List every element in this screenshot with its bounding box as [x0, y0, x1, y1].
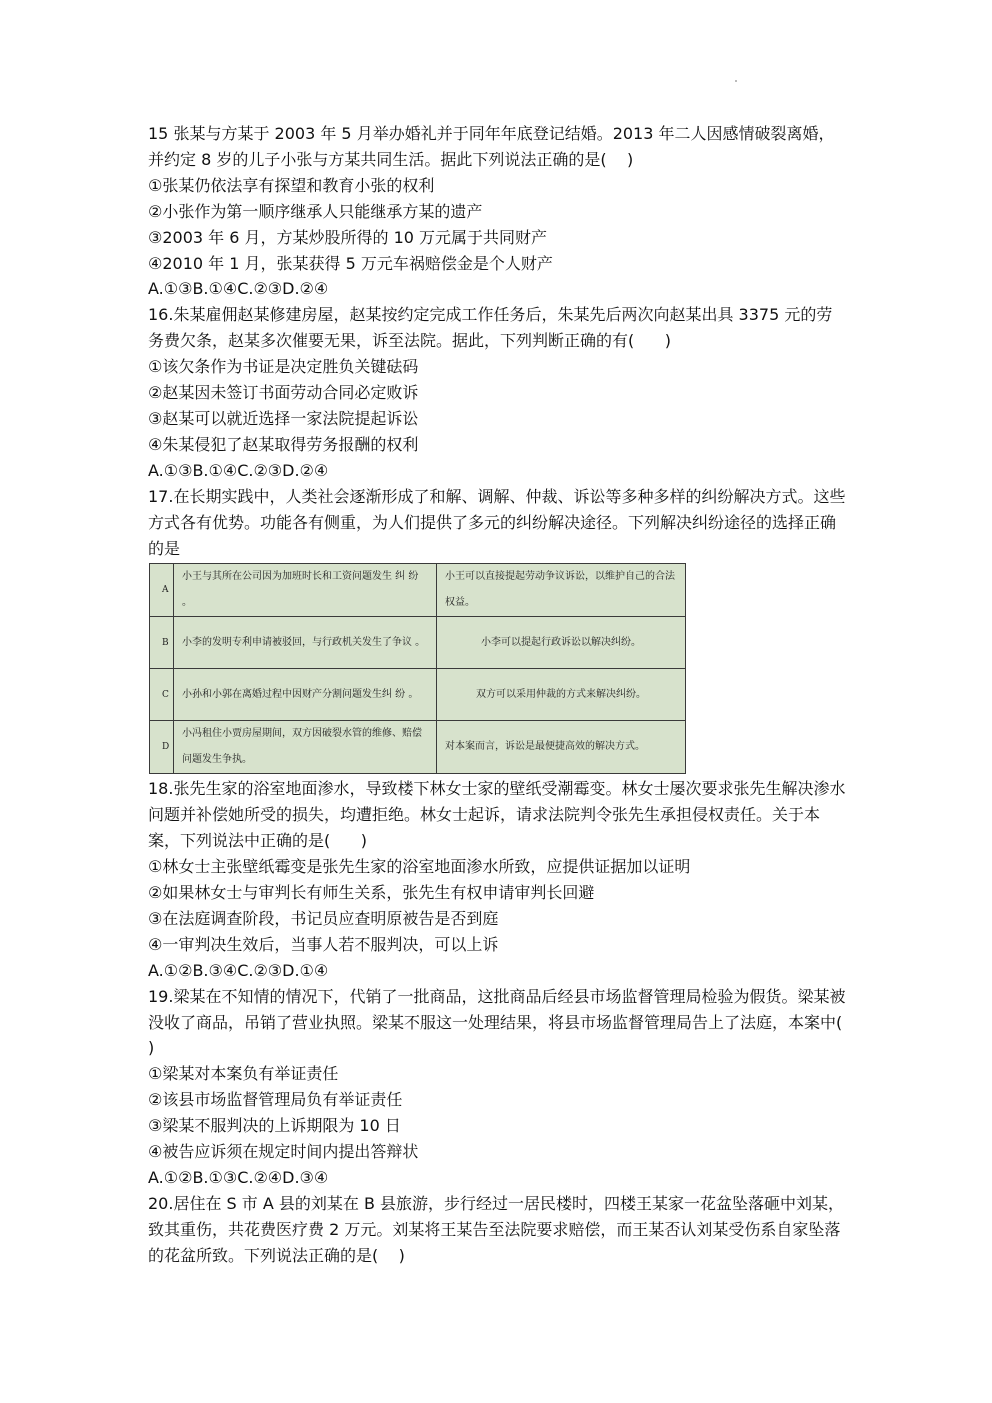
option-1: ①梁某对本案负有举证责任	[148, 1064, 339, 1084]
answer-choices: A.①③B.①④C.②③D.②④	[148, 460, 329, 480]
question-20	[148, 1191, 848, 1269]
option-4: ④一审判决生效后，当事人若不服判决，可以上诉	[148, 934, 499, 954]
option-1: ①该欠条作为书证是决定胜负关键砝码	[148, 357, 419, 377]
question-stem: 18.张先生家的浴室地面渗水，导致楼下林女士家的壁纸受潮霉变。林女士屡次要求张先生解决渗水问题并补偿她所受的损失，均遭拒绝。林女士起诉，请求法院判令张先生承担侵权责任。关于本案，下列说法中正确的是( )	[148, 779, 846, 851]
option-4: ④朱某侵犯了赵某取得劳务报酬的权利	[148, 434, 419, 454]
answer-choices: A.①③B.①④C.②③D.②④	[148, 279, 329, 299]
answer-choices: A.①②B.①③C.②④D.③④	[148, 1168, 329, 1187]
case-cell: 小李的发明专利申请被驳回，与行政机关发生了争议 。	[174, 617, 437, 669]
question-19	[148, 984, 873, 1191]
option-1: ①林女士主张壁纸霉变是张先生家的浴室地面渗水所致，应提供证据加以证明	[148, 857, 691, 877]
table-row	[150, 564, 686, 617]
row-label: C	[150, 669, 174, 721]
question-stem: 19.梁某在不知情的情况下，代销了一批商品，这批商品后经县市场监督管理局检验为假货。梁某被没收了商品，吊销了营业执照。梁某不服这一处理结果，将县市场监督管理局告上了法庭，本案中( )	[148, 986, 873, 1058]
case-cell: 小王与其所在公司因为加班时长和工资问题发生 纠 纷 。	[174, 564, 437, 617]
table-row	[150, 721, 686, 774]
question-list	[148, 121, 873, 1269]
table-row	[150, 617, 686, 669]
resolution-cell: 双方可以采用仲裁的方式来解决纠纷。	[437, 669, 686, 721]
question-stem: 20.居住在 S 市 A 县的刘某在 B 县旅游，步行经过一居民楼时，四楼王某家一花盆坠落砸中刘某，致其重伤，共花费医疗费 2 万元。刘某将王某告至法院要求赔偿，而王某否认刘某受伤系自家坠落的花盆所致。下列说法正确的是( )	[148, 1193, 845, 1265]
scan-speck	[735, 80, 737, 82]
option-3: ③在法庭调查阶段，书记员应查明原被告是否到庭	[148, 908, 499, 928]
option-2: ②小张作为第一顺序继承人只能继承方某的遗产	[148, 201, 483, 221]
option-4: ④被告应诉须在规定时间内提出答辩状	[148, 1142, 419, 1162]
question-15	[148, 121, 848, 302]
resolution-cell: 小王可以直接提起劳动争议诉讼，以维护自己的合法权益。	[437, 564, 686, 617]
option-3: ③赵某可以就近选择一家法院提起诉讼	[148, 408, 419, 428]
question-17	[148, 484, 848, 775]
dispute-resolution-table	[149, 563, 686, 774]
question-stem: 17.在长期实践中，人类社会逐渐形成了和解、调解、仲裁、诉讼等多种多样的纠纷解决方式。这些方式各有优势。功能各有侧重，为人们提供了多元的纠纷解决途径。下列解决纠纷途径的选择正确的是	[148, 486, 846, 558]
option-2: ②如果林女士与审判长有师生关系，张先生有权申请审判长回避	[148, 883, 595, 903]
option-1: ①张某仍依法享有探望和教育小张的权利	[148, 175, 435, 195]
question-18	[148, 776, 848, 983]
case-cell: 小孙和小郭在离婚过程中因财产分割问题发生纠 纷 。	[174, 669, 437, 721]
option-2: ②赵某因未签订书面劳动合同必定败诉	[148, 383, 419, 403]
answer-choices: A.①②B.③④C.②③D.①④	[148, 960, 329, 980]
table-row	[150, 669, 686, 721]
question-stem: 15 张某与方某于 2003 年 5 月举办婚礼并于同年年底登记结婚。2013 年二人因感情破裂离婚，并约定 8 岁的儿子小张与方某共同生活。据此下列说法正确的是( )	[148, 124, 835, 169]
option-3: ③梁某不服判决的上诉期限为 10 日	[148, 1116, 401, 1136]
question-stem: 16.朱某雇佣赵某修建房屋，赵某按约定完成工作任务后，朱某先后两次向赵某出具 3375 元的劳务费欠条，赵某多次催要无果，诉至法院。据此，下列判断正确的有( )	[148, 305, 833, 351]
option-4: ④2010 年 1 月，张某获得 5 万元车祸赔偿金是个人财产	[148, 253, 553, 273]
row-label: A	[150, 564, 174, 617]
option-2: ②该县市场监督管理局负有举证责任	[148, 1090, 403, 1110]
resolution-cell: 小李可以提起行政诉讼以解决纠纷。	[437, 617, 686, 669]
question-16	[148, 302, 848, 483]
row-label: B	[150, 617, 174, 669]
row-label: D	[150, 721, 174, 774]
resolution-cell: 对本案而言，诉讼是最便捷高效的解决方式。	[437, 721, 686, 774]
option-3: ③2003 年 6 月，方某炒股所得的 10 万元属于共同财产	[148, 227, 548, 247]
case-cell: 小冯租住小贾房屋期间，双方因破裂水管的维修、赔偿问题发生争执。	[174, 721, 437, 774]
